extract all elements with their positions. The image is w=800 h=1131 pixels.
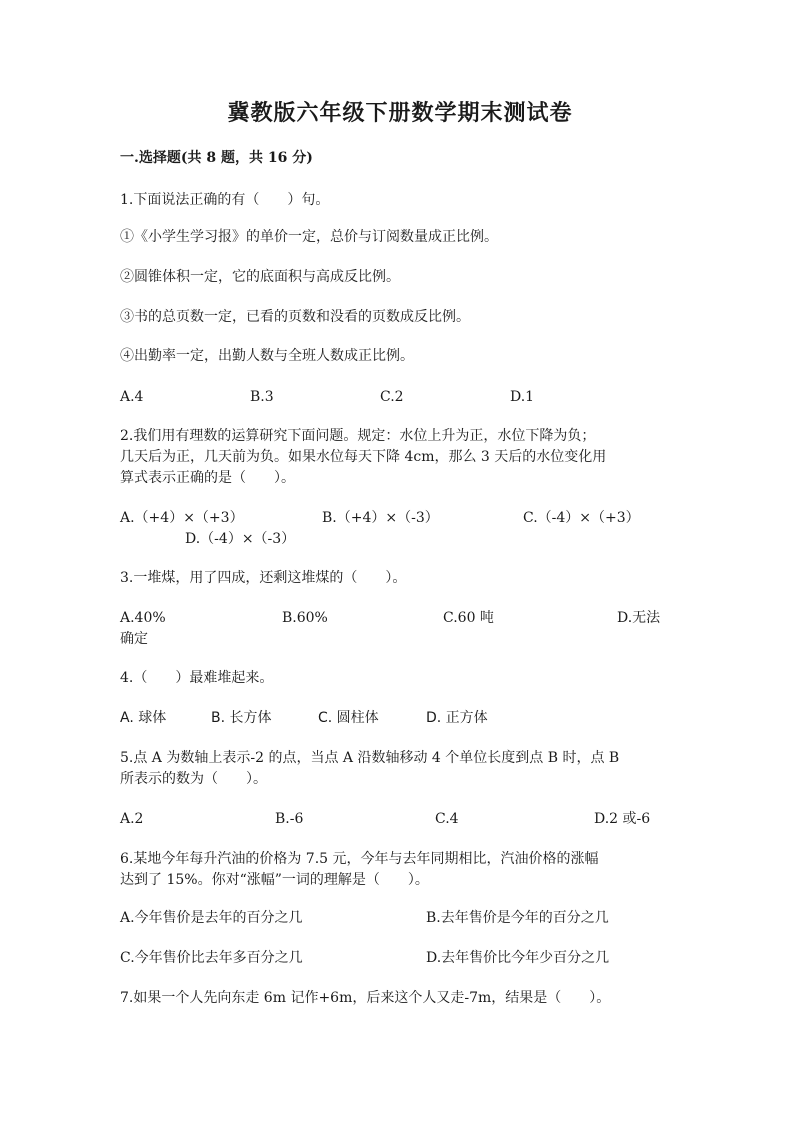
q5-stem-line-1: 5.点 A 为数轴上表示-2 的点，当点 A 沿数轴移动 4 个单位长度到点 B 时，点 B	[120, 750, 620, 766]
q5-stem-line-2: 所表示的数为（ ）。	[120, 771, 267, 787]
q2-option-b: B.（+4）×（-3）	[322, 510, 439, 526]
q2-option-c: C.（-4）×（+3）	[523, 510, 640, 526]
q6-option-c: C.今年售价比去年多百分之几	[120, 950, 303, 966]
q1-option-d: D.1	[510, 389, 535, 405]
q3-option-c: C.60 吨	[443, 610, 494, 626]
q3-stem: 3.一堆煤，用了四成，还剩这堆煤的（ ）。	[120, 570, 407, 586]
q4-option-d: D. 正方体	[426, 710, 488, 726]
q3-option-d-continued: 确定	[120, 631, 148, 647]
section-heading: 一.选择题(共 8 题，共 16 分)	[120, 150, 313, 166]
q6-option-b: B.去年售价是今年的百分之几	[426, 910, 609, 926]
q6-stem-line-2: 达到了 15%。你对“涨幅”一词的理解是（ ）。	[120, 872, 429, 888]
q1-option-c: C.2	[380, 389, 404, 405]
q1-option-a: A.4	[120, 389, 144, 405]
q1-statement-4: ④出勤率一定，出勤人数与全班人数成正比例。	[120, 348, 414, 364]
q6-stem-line-1: 6.某地今年每升汽油的价格为 7.5 元，今年与去年同期相比，汽油价格的涨幅	[120, 851, 599, 867]
q5-option-c: C.4	[435, 811, 459, 827]
q5-option-b: B.-6	[275, 811, 304, 827]
q1-statement-1: ①《小学生学习报》的单价一定，总价与订阅数量成正比例。	[120, 229, 498, 245]
page-title: 冀教版六年级下册数学期末测试卷	[227, 100, 573, 126]
q1-stem: 1.下面说法正确的有（ ）句。	[120, 192, 330, 208]
q5-option-d: D.2 或-6	[594, 811, 651, 827]
q4-option-b: B. 长方体	[211, 710, 272, 726]
q1-statement-2: ②圆锥体积一定，它的底面积与高成反比例。	[120, 269, 400, 285]
q2-option-a: A.（+4）×（+3）	[120, 510, 244, 526]
q7-stem: 7.如果一个人先向东走 6m 记作+6m，后来这个人又走-7m，结果是（ ）。	[120, 990, 611, 1006]
q5-option-a: A.2	[120, 811, 144, 827]
q3-option-a: A.40%	[120, 610, 166, 626]
q4-option-c: C. 圆柱体	[318, 710, 379, 726]
q4-option-a: A. 球体	[120, 710, 167, 726]
q6-option-d: D.去年售价比今年少百分之几	[426, 950, 610, 966]
q1-option-b: B.3	[250, 389, 274, 405]
q4-stem: 4.（ ）最难堆起来。	[120, 670, 274, 686]
q2-option-d: D.（-4）×（-3）	[185, 531, 296, 547]
q6-option-a: A.今年售价是去年的百分之几	[120, 910, 303, 926]
q3-option-d: D.无法	[617, 610, 661, 626]
q1-statement-3: ③书的总页数一定，已看的页数和没看的页数成反比例。	[120, 309, 470, 325]
q2-stem-line-2: 几天后为正，几天前为负。如果水位每天下降 4cm，那么 3 天后的水位变化用	[120, 449, 607, 465]
q2-stem-line-1: 2.我们用有理数的运算研究下面问题。规定：水位上升为正，水位下降为负；	[120, 428, 596, 444]
q3-option-b: B.60%	[282, 610, 328, 626]
q2-stem-line-3: 算式表示正确的是（ ）。	[120, 470, 295, 486]
